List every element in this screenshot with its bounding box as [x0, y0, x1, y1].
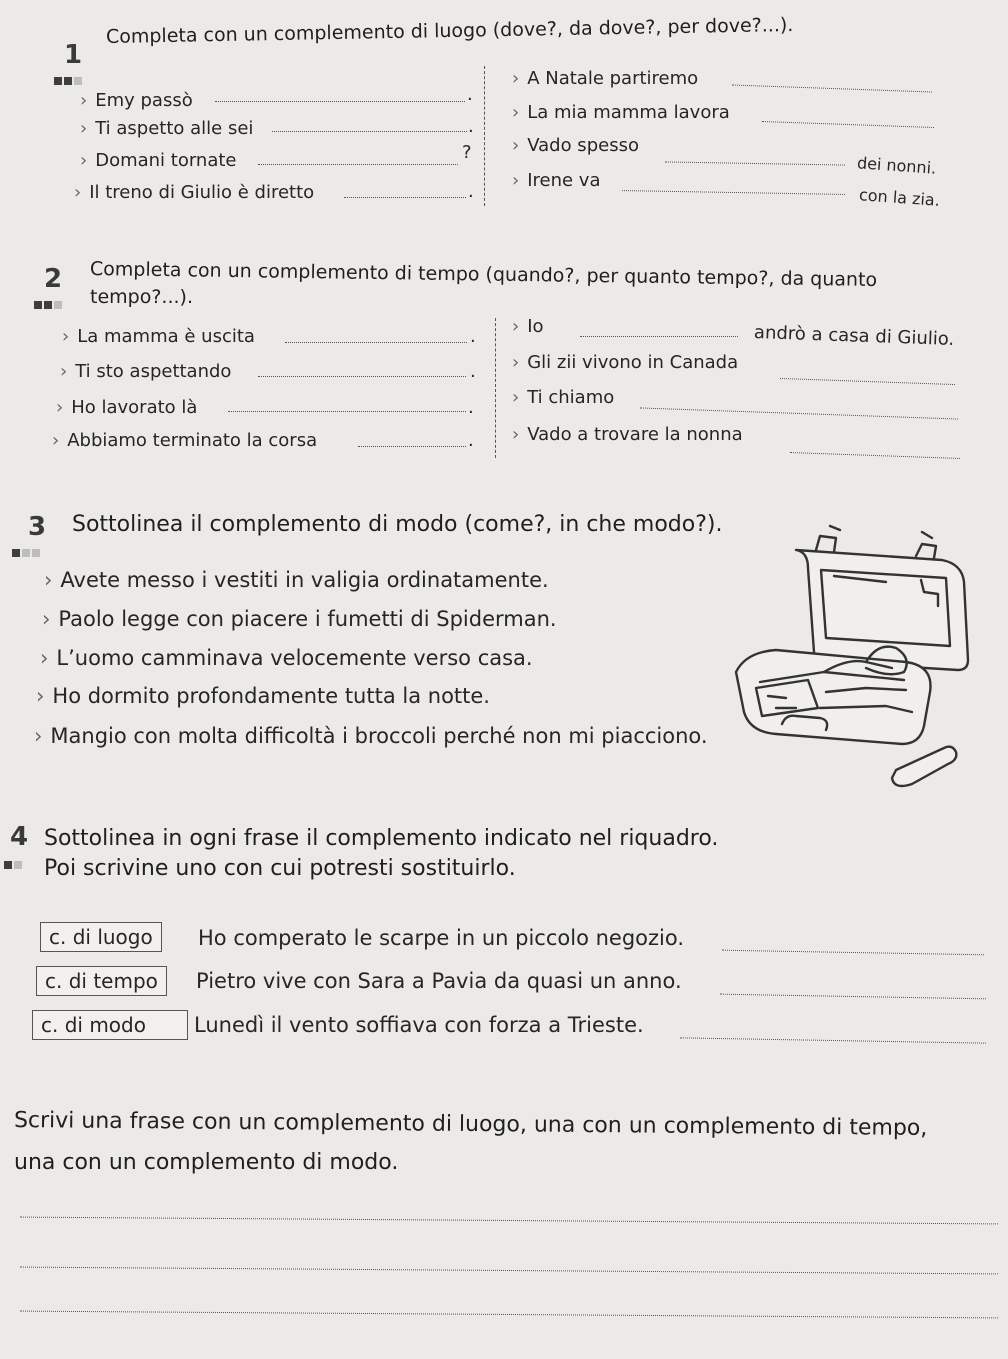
ex4-blank-1[interactable] — [722, 950, 984, 956]
chevron-right-icon: › — [512, 424, 520, 445]
exercise-2-instruction-1: Completa con un complemento di tempo (quando?, per quanto tempo?, da quanto — [89, 258, 878, 291]
ex1-right-blank-3[interactable] — [665, 161, 845, 165]
column-divider — [484, 66, 485, 206]
suitcase-illustration — [716, 512, 984, 794]
chevron-right-icon: › — [512, 387, 520, 408]
ex4-blank-3[interactable] — [680, 1037, 986, 1043]
ex2-right-item-3: › Ti chiamo — [512, 387, 615, 408]
writing-line-2[interactable] — [20, 1267, 998, 1275]
ex1-left-end-3: ? — [462, 142, 472, 163]
ex1-left-item-3: › Domani tornate — [80, 150, 237, 171]
ex1-right-blank-1[interactable] — [732, 85, 932, 93]
tag-c-di-luogo: c. di luogo — [40, 922, 162, 952]
exercise-5-instruction-1: Scrivi una frase con un complemento di luogo, una con un complemento di tempo, — [13, 1108, 928, 1141]
ex2-right-blank-3[interactable] — [640, 407, 958, 419]
difficulty-squares-icon — [54, 70, 84, 89]
ex1-left-end-4: . — [468, 181, 474, 202]
ex2-right-item-1: › Io — [512, 316, 544, 337]
ex1-right-tail-4: con la zia. — [858, 185, 941, 210]
chevron-right-icon: › — [512, 135, 520, 156]
ex4-blank-2[interactable] — [720, 994, 986, 1000]
exercise-2-instruction-2: tempo?...). — [90, 286, 193, 308]
ex4-sentence-3: Lunedì il vento soffiava con forza a Trieste. — [194, 1013, 644, 1037]
writing-line-1[interactable] — [20, 1217, 998, 1225]
ex1-left-blank-1[interactable] — [215, 101, 465, 102]
ex3-sentence-5: › Mangio con molta difficoltà i broccoli perché non mi piacciono. — [34, 724, 708, 748]
ex1-left-blank-4[interactable] — [344, 197, 466, 198]
chevron-right-icon: › — [512, 352, 520, 373]
ex2-left-item-4: › Abbiamo terminato la corsa — [52, 430, 318, 451]
ex2-left-end-3: . — [468, 397, 474, 418]
chevron-right-icon: › — [512, 316, 520, 337]
ex1-right-blank-2[interactable] — [762, 121, 934, 128]
ex2-left-item-1: › La mamma è uscita — [62, 326, 255, 347]
chevron-right-icon: › — [52, 430, 60, 451]
ex2-right-item-2: › Gli zii vivono in Canada — [512, 352, 739, 373]
chevron-right-icon: › — [42, 607, 51, 631]
ex3-sentence-1: › Avete messo i vestiti in valigia ordinatamente. — [44, 568, 549, 592]
exercise-3-instruction: Sottolinea il complemento di modo (come?, in che modo?). — [72, 512, 723, 537]
exercise-4-instruction-2: Poi scrivine uno con cui potresti sostituirlo. — [44, 856, 516, 881]
writing-line-3[interactable] — [20, 1311, 998, 1319]
ex2-right-blank-1[interactable] — [580, 336, 738, 337]
exercise-5-instruction-2: una con un complemento di modo. — [14, 1150, 399, 1175]
tag-c-di-modo: c. di modo — [32, 1010, 188, 1040]
ex2-left-blank-2[interactable] — [258, 376, 466, 377]
ex2-right-blank-4[interactable] — [790, 452, 960, 459]
chevron-right-icon: › — [62, 326, 70, 347]
ex1-left-blank-2[interactable] — [272, 131, 467, 132]
ex1-right-blank-4[interactable] — [622, 190, 845, 195]
difficulty-squares-icon — [12, 542, 42, 561]
ex2-right-tail-1: andrò a casa di Giulio. — [753, 322, 955, 350]
chevron-right-icon: › — [80, 118, 88, 139]
exercise-4-number: 4 — [10, 822, 29, 852]
ex3-sentence-2: › Paolo legge con piacere i fumetti di Spiderman. — [42, 607, 557, 631]
chevron-right-icon: › — [512, 170, 520, 191]
difficulty-squares-icon — [4, 854, 24, 873]
ex1-left-end-2: . — [468, 116, 474, 137]
chevron-right-icon: › — [40, 646, 49, 670]
ex2-left-item-2: › Ti sto aspettando — [60, 361, 232, 382]
ex1-left-end-1: . — [467, 84, 473, 105]
exercise-4-instruction-1: Sottolinea in ogni frase il complemento indicato nel riquadro. — [44, 826, 719, 851]
chevron-right-icon: › — [512, 102, 520, 123]
chevron-right-icon: › — [512, 68, 520, 89]
chevron-right-icon: › — [60, 361, 68, 382]
chevron-right-icon: › — [56, 397, 64, 418]
exercise-2-number: 2 — [44, 264, 63, 294]
ex1-left-item-2: › Ti aspetto alle sei — [80, 118, 254, 139]
column-divider — [495, 318, 496, 458]
ex3-sentence-3: › L’uomo camminava velocemente verso casa. — [40, 646, 533, 670]
ex2-left-blank-4[interactable] — [358, 446, 466, 447]
ex4-sentence-1: Ho comperato le scarpe in un piccolo negozio. — [198, 926, 685, 950]
ex2-left-blank-1[interactable] — [285, 342, 467, 343]
chevron-right-icon: › — [80, 90, 88, 111]
ex1-right-item-4: › Irene va — [512, 170, 601, 191]
tag-c-di-tempo: c. di tempo — [36, 966, 167, 996]
ex2-left-end-4: . — [468, 430, 474, 451]
ex1-left-item-4: › Il treno di Giulio è diretto — [74, 182, 315, 203]
ex1-left-blank-3[interactable] — [258, 164, 458, 165]
difficulty-squares-icon — [34, 294, 64, 313]
exercise-1-number: 1 — [64, 40, 83, 70]
ex2-left-item-3: › Ho lavorato là — [56, 397, 198, 418]
ex2-left-blank-3[interactable] — [228, 411, 466, 412]
exercise-3-number: 3 — [28, 512, 47, 542]
chevron-right-icon: › — [80, 150, 88, 171]
ex1-right-item-3: › Vado spesso — [512, 135, 639, 156]
chevron-right-icon: › — [74, 182, 82, 203]
exercise-1-instruction: Completa con un complemento di luogo (dove?, da dove?, per dove?...). — [105, 14, 794, 48]
chevron-right-icon: › — [36, 684, 45, 708]
ex2-left-end-2: . — [470, 361, 476, 382]
ex2-right-item-4: › Vado a trovare la nonna — [512, 424, 743, 445]
ex1-right-item-1: › A Natale partiremo — [512, 68, 699, 89]
chevron-right-icon: › — [44, 568, 53, 592]
ex1-right-item-2: › La mia mamma lavora — [512, 102, 730, 123]
ex2-right-blank-2[interactable] — [780, 378, 955, 385]
chevron-right-icon: › — [34, 724, 43, 748]
ex1-left-item-1: › Emy passò — [80, 90, 193, 111]
ex4-sentence-2: Pietro vive con Sara a Pavia da quasi un anno. — [196, 969, 682, 993]
ex1-right-tail-3: dei nonni. — [856, 153, 937, 178]
ex3-sentence-4: › Ho dormito profondamente tutta la notte. — [36, 684, 490, 708]
ex2-left-end-1: . — [470, 326, 476, 347]
